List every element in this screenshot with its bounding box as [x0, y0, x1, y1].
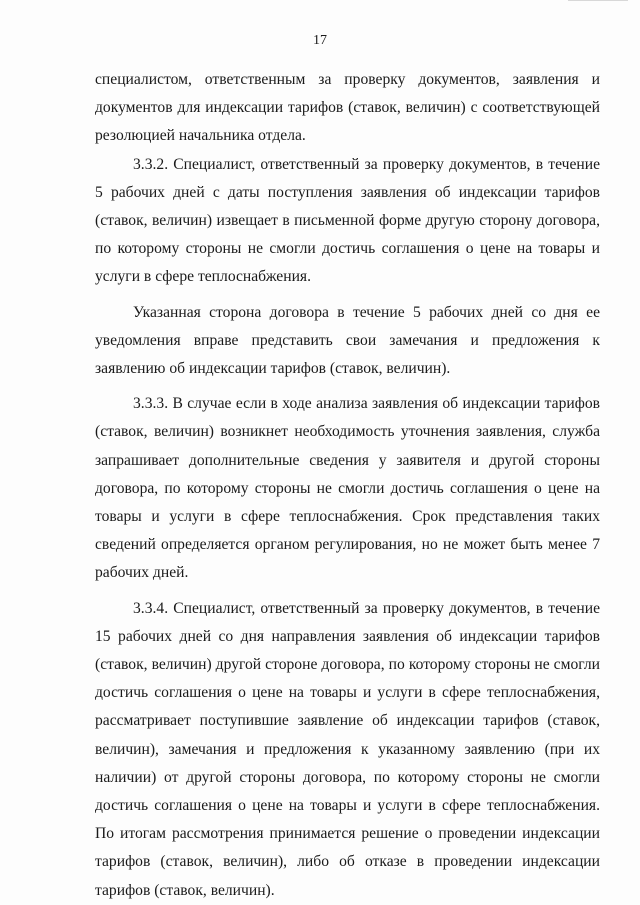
scan-edge-mark [568, 0, 628, 6]
paragraph-notified-party: Указанная сторона договора в течение 5 рабочих дней со дня ее уведомления вправе представить свои замечания и предложения к заявлению об индексации тарифов (ставок, величин). [95, 303, 600, 378]
document-body [95, 66, 600, 905]
paragraph-3-3-4: 3.3.4. Специалист, ответственный за проверку документов, в течение 15 рабочих дней со дня направления заявления об индексации тарифов (ставок, величин) другой стороне договора, по которому стороны не смогли достичь соглашения о цене на товары и услуги в сфере теплоснабжения, рассматривает поступившие заявление об индексации тарифов (ставок, величин), замечания и предложения к указанному заявлению (при их наличии) от другой стороны договора, по которому стороны не смогли достичь соглашения о цене на товары и услуги в сфере теплоснабжения. По итогам рассмотрения принимается решение о проведении индексации тарифов (ставок, величин), либо об отказе в проведении индексации тарифов (ставок, величин). [95, 599, 600, 899]
paragraph-3-3-2: 3.3.2. Специалист, ответственный за проверку документов, в течение 5 рабочих дней с даты поступления заявления об индексации тарифов (ставок, величин) извещает в письменной форме другую сторону договора, по которому стороны не смогли достичь соглашения о цене на товары и услуги в сфере теплоснабжения. [95, 155, 600, 286]
page-number: 17 [313, 33, 327, 48]
paragraph-continuation: специалистом, ответственным за проверку документов, заявления и документов для индексации тарифов (ставок, величин) с соответствующей резолюцией начальника отдела. [95, 71, 600, 145]
paragraph-3-3-3: 3.3.3. В случае если в ходе анализа заявления об индексации тарифов (ставок, величин) возникнет необходимость уточнения заявления, служба запрашивает дополнительные сведения у заявителя и другой стороны договора, по которому стороны не смогли достичь соглашения о цене на товары и услуги в сфере теплоснабжения. Срок представления таких сведений определяется органом регулирования, но не может быть менее 7 рабочих дней. [95, 395, 600, 582]
